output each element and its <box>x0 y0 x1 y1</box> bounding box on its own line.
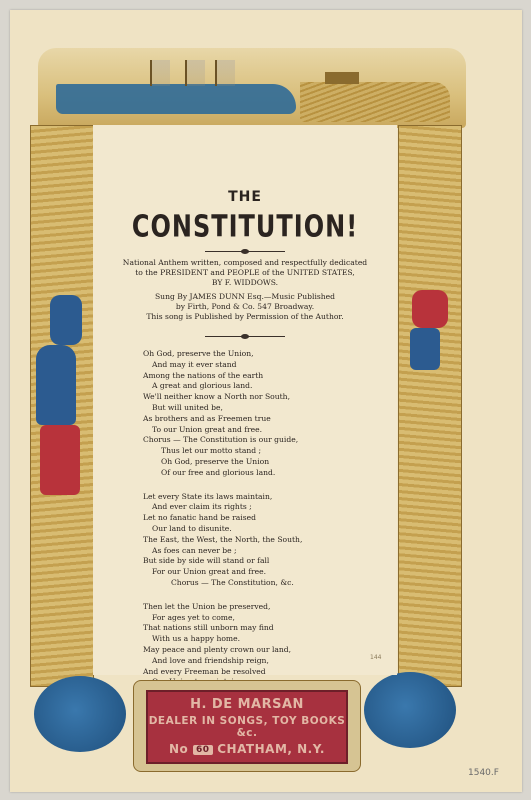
verse-line: Oh God, preserve the Union, <box>143 349 254 358</box>
verse-line: The East, the West, the North, the South, <box>143 534 303 544</box>
right-pillar-border <box>398 125 462 687</box>
verse-line: Among the nations of the earth <box>143 370 264 380</box>
verse-line: As brothers and as Freemen true <box>143 413 271 423</box>
stanza <box>143 492 397 589</box>
publisher-plaque <box>146 690 348 764</box>
verse-line: Of our free and glorious land. <box>161 467 276 477</box>
song-content <box>93 125 397 712</box>
flag-illustration <box>50 295 82 345</box>
sea-illustration <box>56 84 296 114</box>
verse-line: We'll neither know a North nor South, <box>143 392 290 402</box>
stanza <box>143 349 397 479</box>
verse-line: For ages yet to come, <box>152 612 235 622</box>
dedication-line: National Anthem written, composed and respectfully dedicated <box>122 258 368 267</box>
verse-line: A great and glorious land. <box>152 381 253 391</box>
song-text-panel <box>93 125 397 675</box>
verse-line: To our Union great and free. <box>152 424 263 434</box>
sailor-figure-illustration <box>412 290 448 328</box>
ornamental-rule <box>205 336 285 337</box>
verse-line: With us a happy home. <box>152 634 241 644</box>
permission-line: This song is Published by Permission of the Author. <box>146 312 344 321</box>
verse-line: For our Union great and free. <box>152 567 267 577</box>
ship-illustration <box>185 60 205 86</box>
ship-illustration <box>215 60 235 86</box>
verse-line: Chorus — The Constitution is our guide, <box>143 435 299 445</box>
verse-line: That nations still unborn may find <box>143 623 274 633</box>
publisher-line: by Firth, Pond & Co. 547 Broadway. <box>175 302 315 311</box>
page-title: CONSTITUTION! <box>131 209 359 244</box>
verse-line: Chorus — The Constitution, &c. <box>171 577 294 587</box>
verse-line: Thus let our motto stand ; <box>161 446 262 456</box>
publisher-trade: DEALER IN SONGS, TOY BOOKS &c. <box>148 715 346 739</box>
publisher-address <box>148 742 346 756</box>
soldier-figure-illustration <box>36 345 76 425</box>
ship-illustration <box>150 60 170 86</box>
verse-line: And love and friendship reign, <box>152 655 269 665</box>
fort-illustration <box>325 72 359 84</box>
ornamental-rule <box>205 251 285 252</box>
shore-illustration <box>300 82 450 122</box>
verse-line: Oh God, preserve the Union <box>161 456 270 466</box>
soldier-figure-legs <box>40 425 80 495</box>
verse-line: But side by side will stand or fall <box>143 556 270 566</box>
sailor-figure-legs <box>410 328 440 370</box>
verse-line: May peace and plenty crown our land, <box>143 644 292 654</box>
performer-line: Sung By JAMES DUNN Esq.—Music Published <box>154 292 336 301</box>
verse-line: Then let the Union be preserved, <box>143 601 271 611</box>
author-line: BY F. WIDDOWS. <box>211 278 279 287</box>
verse-line: Let no fanatic hand be raised <box>143 513 256 523</box>
address-prefix: No <box>169 742 189 756</box>
pencil-note: 144 <box>370 654 382 661</box>
verse-line: And every Freeman be resolved <box>143 666 266 676</box>
song-verses <box>93 349 397 699</box>
address-street: CHATHAM, N.Y. <box>217 742 325 756</box>
verse-line: And ever claim its rights ; <box>152 502 252 512</box>
verse-line: And may it ever stand <box>152 359 237 369</box>
verse-line: Our land to disunite. <box>152 523 232 533</box>
verse-line: Let every State its laws maintain, <box>143 491 273 501</box>
dedication-line: to the PRESIDENT and PEOPLE of the UNITED STATES, <box>135 268 355 277</box>
verse-line: But will united be, <box>152 402 223 412</box>
catalog-number: 1540.F <box>468 768 499 778</box>
verse-line: As foes can never be ; <box>152 545 237 555</box>
publisher-name: H. DE MARSAN <box>190 697 304 712</box>
title-small: THE <box>228 189 262 205</box>
dedication-block <box>93 258 397 322</box>
address-number: 60 <box>193 745 213 755</box>
